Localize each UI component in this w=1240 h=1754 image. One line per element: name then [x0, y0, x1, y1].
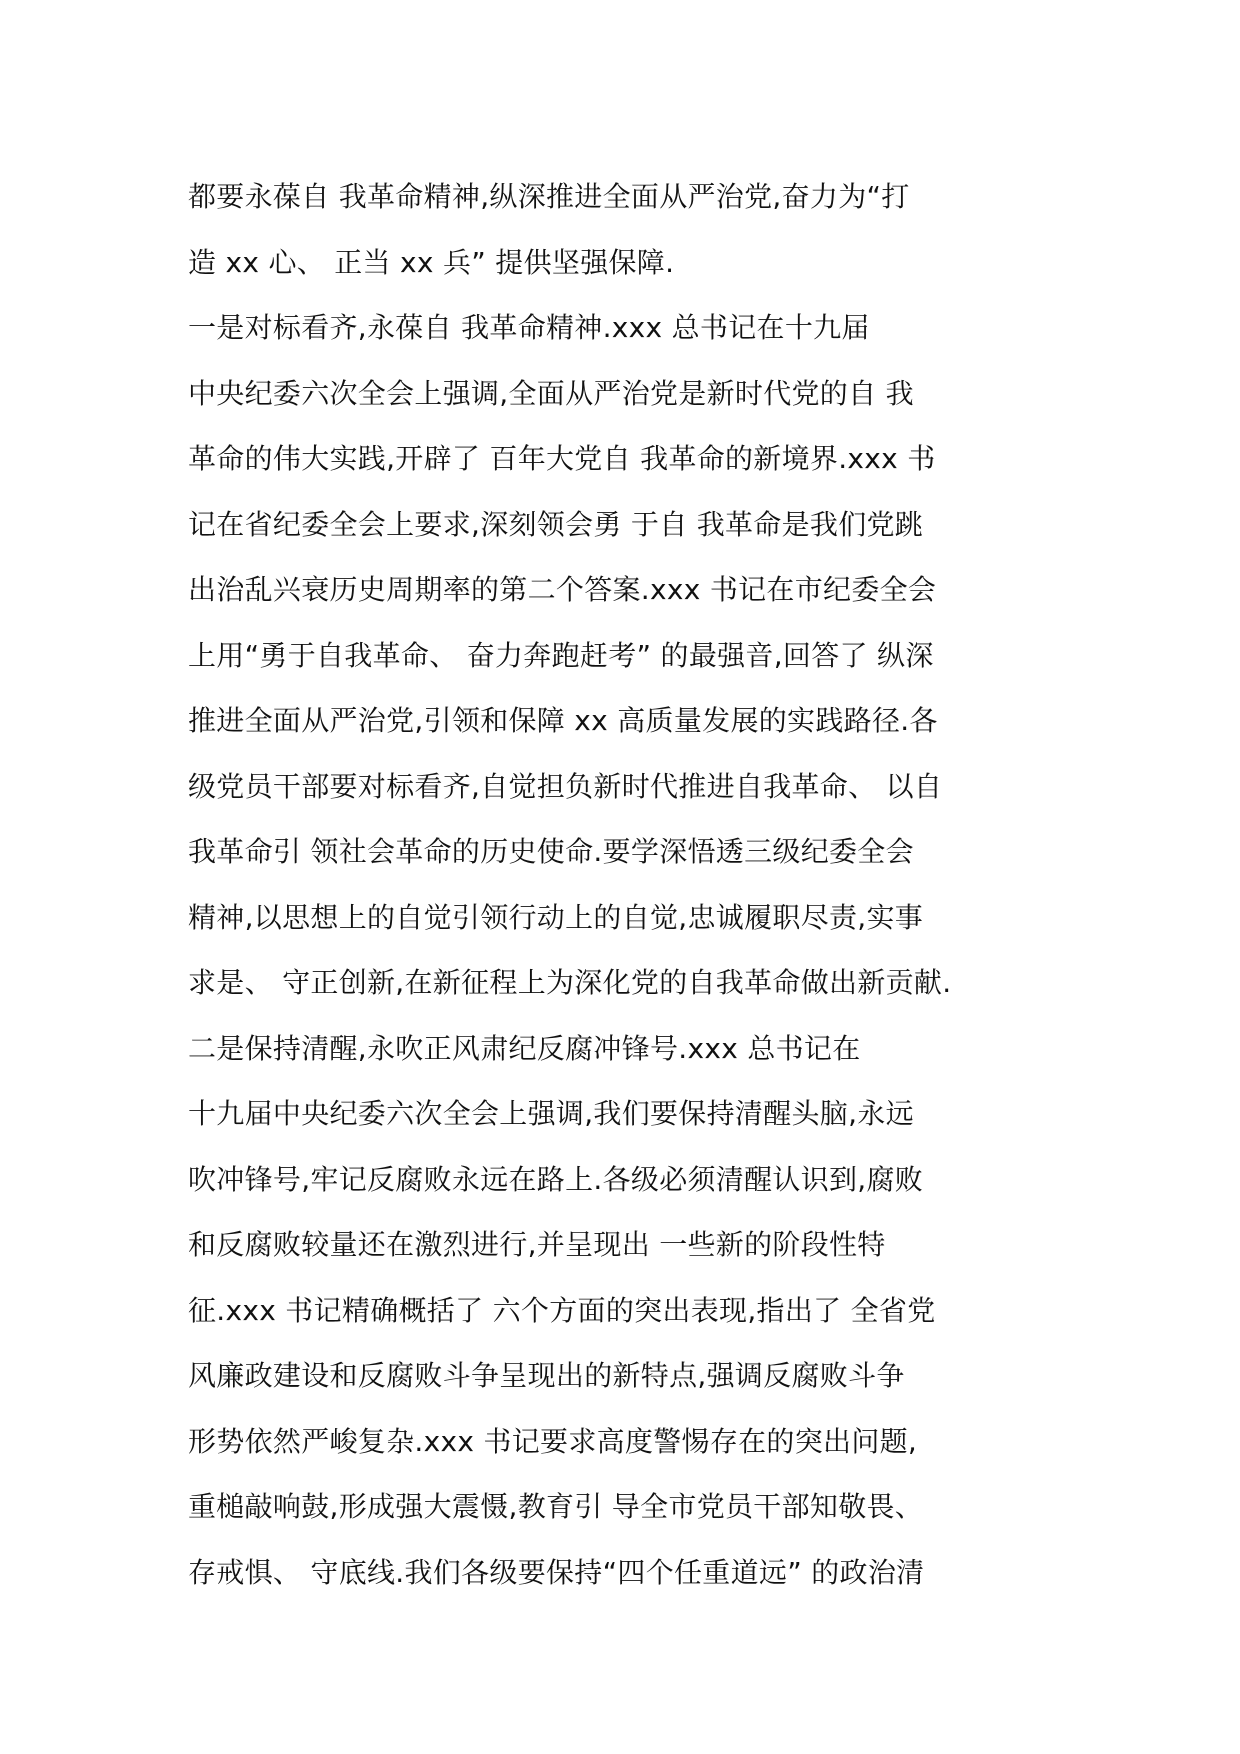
text-line: 重槌敲响鼓,形成强大震慑,教育引 导全市党员干部知敬畏、: [188, 1490, 924, 1523]
text-line: 征.xxx 书记精确概括了 六个方面的突出表现,指出了 全省党: [188, 1293, 936, 1327]
text-line: 和反腐败较量还在激烈进行,并呈现出 一些新的阶段性特: [188, 1228, 886, 1261]
text-line: 精神,以思想上的自觉引领行动上的自觉,忠诚履职尽责,实事: [188, 900, 924, 934]
text-line: 推进全面从严治党,引领和保障 xx 高质量发展的实践路径.各: [188, 704, 938, 737]
text-line: 都要永葆自 我革命精神,纵深推进全面从严治党,奋力为“打: [188, 180, 910, 213]
text-line: 级党员干部要对标看齐,自觉担负新时代推进自我革命、 以自: [188, 769, 943, 803]
text-line: 风廉政建设和反腐败斗争呈现出的新特点,强调反腐败斗争: [188, 1359, 905, 1392]
text-line: 十九届中央纪委六次全会上强调,我们要保持清醒头脑,永远: [188, 1097, 914, 1130]
text-line: 求是、 守正创新,在新征程上为深化党的自我革命做出新贡献.: [188, 966, 952, 999]
text-line: 上用“勇于自我革命、 奋力奔跑赶考” 的最强音,回答了 纵深: [188, 638, 934, 672]
text-line: 形势依然严峻复杂.xxx 书记要求高度警惕存在的突出问题,: [188, 1424, 918, 1458]
text-line: 一是对标看齐,永葆自 我革命精神.xxx 总书记在十九届: [188, 311, 870, 344]
text-line: 二是保持清醒,永吹正风肃纪反腐冲锋号.xxx 总书记在: [188, 1031, 861, 1065]
text-line: 吹冲锋号,牢记反腐败永远在路上.各级必须清醒认识到,腐败: [188, 1162, 924, 1196]
body-text: [188, 172, 1048, 1613]
text-line: 中央纪委六次全会上强调,全面从严治党是新时代党的自 我: [188, 376, 914, 410]
text-line: 出治乱兴衰历史周期率的第二个答案.xxx 书记在市纪委全会: [188, 573, 937, 606]
text-line: 造 xx 心、 正当 xx 兵” 提供坚强保障.: [188, 245, 675, 279]
text-line: 记在省纪委全会上要求,深刻领会勇 于自 我革命是我们党跳: [188, 507, 924, 541]
text-line: 存戒惧、 守底线.我们各级要保持“四个任重道远” 的政治清: [188, 1555, 925, 1589]
text-line: 革命的伟大实践,开辟了 百年大党自 我革命的新境界.xxx 书: [188, 442, 936, 475]
text-line: 我革命引 领社会革命的历史使命.要学深悟透三级纪委全会: [188, 835, 914, 868]
